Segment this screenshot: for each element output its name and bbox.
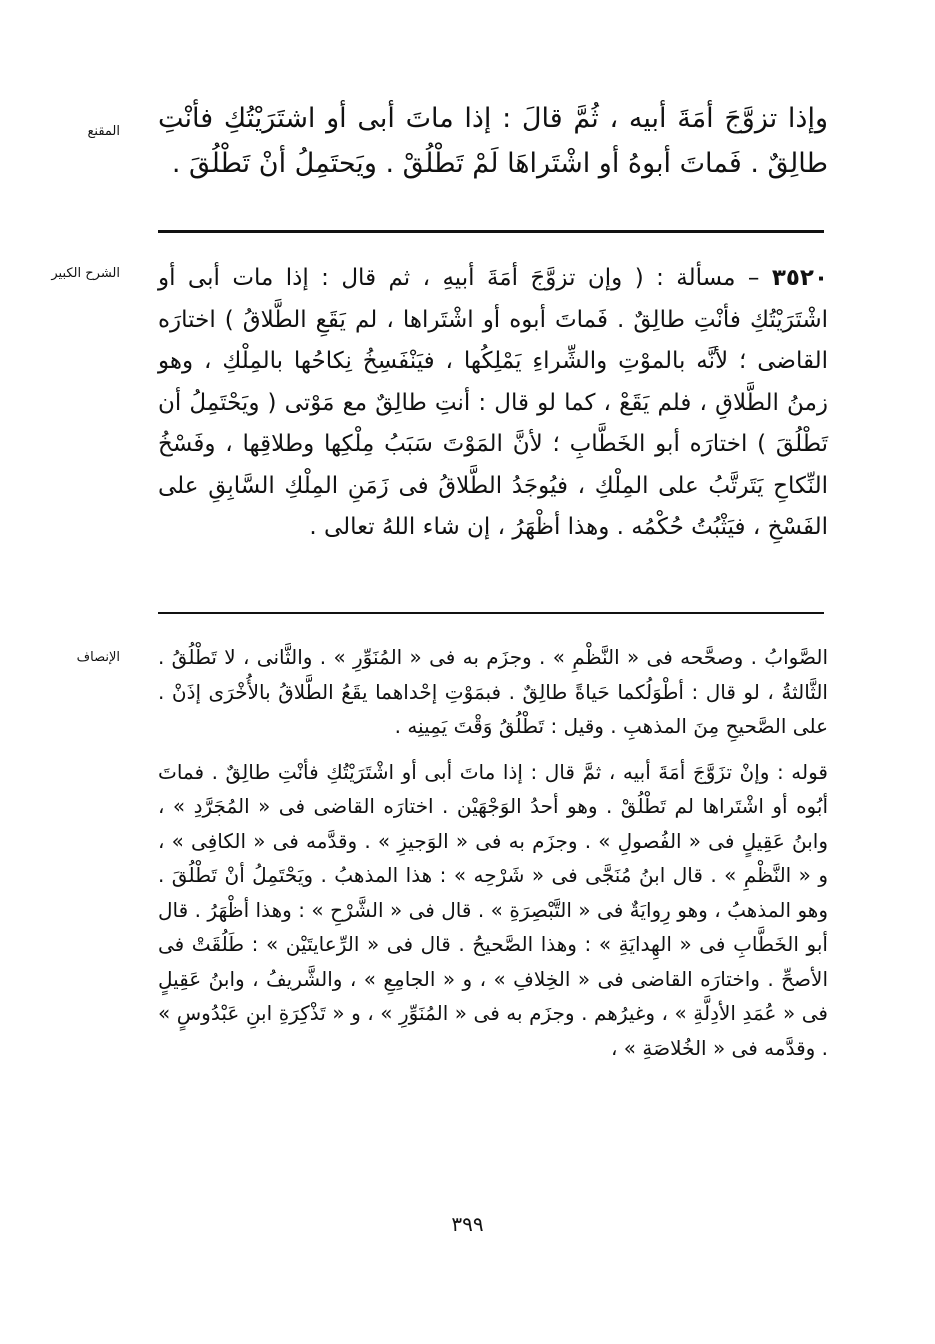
sharh-text: – مسألة : ( وإن تزوَّجَ أمَةَ أبيهِ ، ثم قال : إذا مات أبى أو اشْتَرَيْتُكِ فأنْتِ طالِقٌ . فَماتَ أبوه أو اشْتَراها ، لم يَقَعِ الطَّلاقُ ) اختارَه القاضى ؛ لأنَّه بالموْتِ والشِّراءِ يَمْلِكُها ، فيَنْفَسِخُ نِكاحُها بالمِلْكِ ، وهو زمنُ الطَّلاقِ ، فلم يَقَعْ ، كما لو قال : أنتِ طالِقٌ مع مَوْتى ( ويَحْتَمِلُ أن تَطْلُقَ ) اختارَه أبو الخَطَّابِ ؛ لأنَّ المَوْتَ سَبَبُ مِلْكِها وطلاقِها ، وفَسْخُ النِّكاحِ يَتَرتَّبُ على المِلْكِ ، فيُوجَدُ الطَّلاقُ فى زَمَنِ المِلْكِ السَّابِقِ على الفَسْخِ ، فيَثْبُتُ حُكْمُه . وهذا أظْهَرُ ، إن شاء اللهُ تعالى . (158, 265, 828, 540)
sharh-text-block (158, 258, 828, 549)
muqni-label: المقنع (87, 124, 120, 139)
section-divider-thick (158, 230, 824, 233)
section-divider-thin (158, 612, 824, 614)
sharh-label: الشرح الكبير (51, 266, 120, 281)
muqni-text: وإذا تزوَّجَ أمَةَ أبيه ، ثُمَّ قالَ : إذا ماتَ أبى أو اشتَرَيْتُكِ فأنْتِ طالِقٌ . فَماتَ أبوهُ أو اشْتَراهَا لَمْ تَطْلُقْ . ويَحتَمِلُ أنْ تَطْلُقَ . (158, 103, 828, 179)
insaf-paragraph-2: قوله : وإنْ تزَوَّجَ أمَةَ أبيه ، ثمَّ قال : إذا ماتَ أبى أو اشْتَرَيْتُكِ فأنْتِ طالِقٌ . فماتَ أبُوه أو اشْتَراها لم تَطْلُقْ . وهو أحدُ الوَجْهَيْن . اختارَه القاضى فى « المُجَرَّدِ » ، وابنُ عَقِيلٍ فى « الفُصولِ » . وجزَم به فى « الوَجيزِ » . وقدَّمه فى « الكافِى » ، و « النَّظْمِ » . قال ابنُ مُنَجَّى فى « شَرْحِه » : هذا المذهبُ . ويَحْتَمِلُ أنْ تَطْلُقَ . وهو المذهبُ ، وهو رِوايَةٌ فى « التَّبْصِرَةِ » . قال فى « الشَّرْحِ » : وهذا أظْهَرُ . قال أبو الخَطَّابِ فى « الهِدايَةِ » : وهذا الصَّحيحُ . قال فى « الرِّعايتَيْن » : طَلُقَتْ فى الأصحِّ . واختارَه القاضى فى « الخِلافِ » ، و « الجامِعِ » ، والشَّريفُ ، وابنُ عَقِيلٍ فى « عُمَدِ الأدِلَّةِ » ، وغيرُهم . وجزَم به فى « المُنَوِّرِ » ، و « تَذْكِرَةِ ابنِ عَبْدُوسٍ » . وقدَّمه فى « الخُلاصَةِ » ، (158, 759, 828, 1060)
insaf-text-block (158, 640, 828, 1065)
insaf-paragraph-1: الصَّوابُ . وصحَّحه فى « النَّظْمِ » . وجزَم به فى « المُنَوِّرِ » . والثَّانى ، لا تَطْلُقُ . الثَّالثةُ ، لو قال : أطْوَلُكما حَياةً طالِقٌ . فبمَوْتِ إحْداهما يقَعُ الطَّلاقُ بالأُخْرَى إذَنْ . على الصَّحيحِ مِنَ المذهبِ . وقيل : تَطْلُقُ وَقْتَ يَمِينِه . (158, 645, 828, 738)
issue-number: ٣٥٢٠ (771, 265, 828, 291)
page-number: ٣٩٩ (451, 1212, 484, 1236)
insaf-label: الإنصاف (76, 650, 120, 665)
